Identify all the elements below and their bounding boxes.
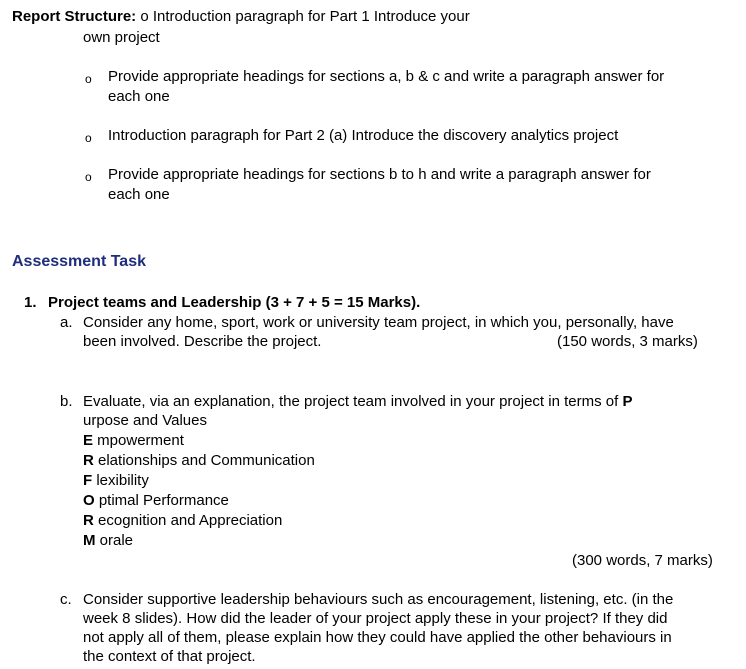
- report-structure-label: Report Structure:: [12, 8, 137, 25]
- perform-item: [83, 451, 315, 471]
- part-c-line: week 8 slides). How did the leader of your project apply these in your project? If they did: [83, 610, 668, 627]
- perform-letter: R: [83, 452, 94, 469]
- perform-text: elationships and Communication: [93, 452, 315, 469]
- perform-text: lexibility: [92, 472, 149, 489]
- part-b-marks: (300 words, 7 marks): [572, 552, 713, 569]
- perform-letter: E: [83, 432, 94, 449]
- perform-item: [83, 431, 184, 451]
- report-structure-first-continuation: own project: [83, 29, 160, 46]
- question-title: Project teams and Leadership (3 + 7 + 5 = 15 Marks).: [48, 294, 421, 311]
- perform-letter: R: [83, 512, 94, 529]
- perform-item: [83, 531, 133, 551]
- report-structure-first-item: Introduction paragraph for Part 1 Introduce your: [152, 8, 470, 25]
- part-c-line: Consider supportive leadership behaviours such as encouragement, listening, etc. (in the: [83, 591, 674, 608]
- list-item-line: Provide appropriate headings for sections a, b & c and write a paragraph answer for: [108, 68, 665, 85]
- part-a-letter: a.: [60, 314, 73, 331]
- part-b-line: [83, 392, 632, 412]
- list-item-line: each one: [108, 186, 170, 203]
- part-b-line: urpose and Values: [83, 412, 207, 429]
- part-a-line: Consider any home, sport, work or university team project, in which you, personally, have: [83, 314, 674, 331]
- perform-item: [83, 511, 282, 531]
- bullet-icon: o: [85, 170, 92, 184]
- part-c-line: the context of that project.: [83, 648, 256, 665]
- bullet-icon: o: [85, 131, 92, 145]
- perform-text: ptimal Performance: [94, 492, 229, 509]
- assessment-heading: Assessment Task: [12, 253, 146, 270]
- part-c-letter: c.: [60, 591, 72, 608]
- bullet-icon: o: [140, 8, 149, 25]
- perform-item: [83, 491, 229, 511]
- part-c-line: not apply all of them, please explain how they could have applied the other behaviours in: [83, 629, 672, 646]
- perform-text: mpowerment: [93, 432, 184, 449]
- perform-letter: O: [83, 492, 95, 509]
- part-b-line-text: Evaluate, via an explanation, the project team involved in your project in terms of: [83, 393, 619, 410]
- perform-text: orale: [95, 532, 134, 549]
- list-item-line: Introduction paragraph for Part 2 (a) Introduce the discovery analytics project: [108, 127, 619, 144]
- perform-text: ecognition and Appreciation: [93, 512, 283, 529]
- perform-letter: P: [622, 393, 633, 410]
- list-item-line: Provide appropriate headings for sections b to h and write a paragraph answer for: [108, 166, 651, 183]
- report-structure-line: [12, 7, 470, 27]
- perform-letter: M: [83, 532, 96, 549]
- part-a-marks: (150 words, 3 marks): [557, 333, 698, 350]
- perform-item: [83, 471, 149, 491]
- question-number: 1.: [24, 294, 37, 311]
- list-item-line: each one: [108, 88, 170, 105]
- perform-letter: F: [83, 472, 93, 489]
- part-a-line: been involved. Describe the project.: [83, 333, 322, 350]
- part-b-letter: b.: [60, 393, 73, 410]
- bullet-icon: o: [85, 72, 92, 86]
